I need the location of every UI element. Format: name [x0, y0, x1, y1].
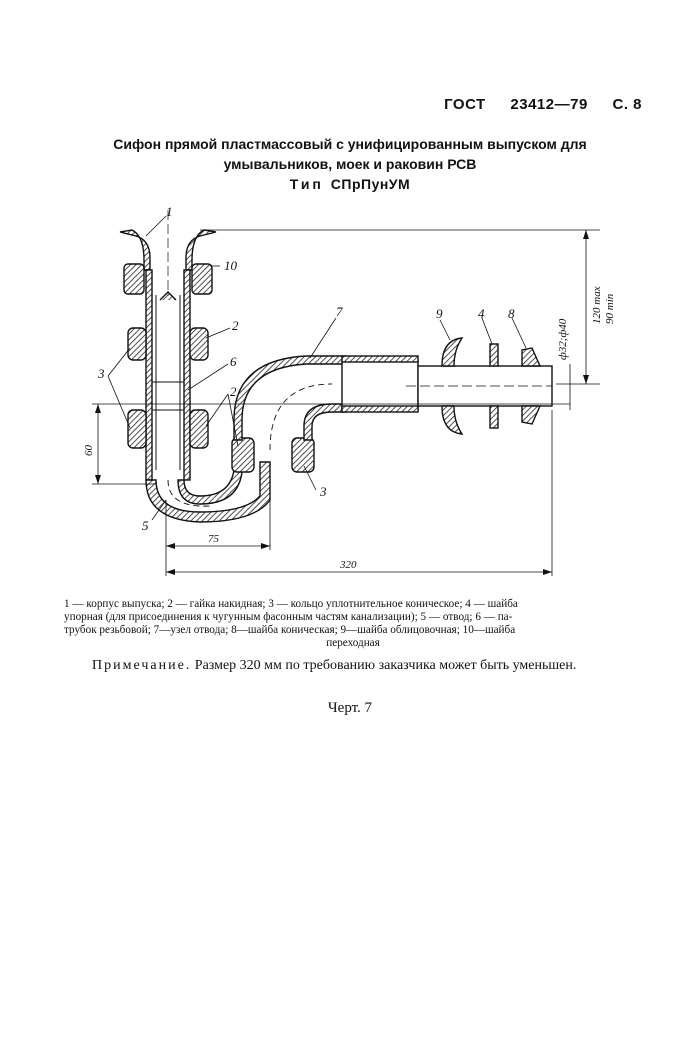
caption-line-3: трубок резьбовой; 7—узел отвода; 8—шайба коническая; 9—шайба облицовочная; 10—шайба	[64, 624, 516, 636]
note-text: Размер 320 мм по требованию заказчика может быть уменьшен.	[194, 658, 577, 673]
document-title	[0, 134, 700, 194]
callout-3-left: 3	[98, 366, 105, 381]
branch-assembly	[234, 356, 346, 440]
standard-label: ГОСТ	[444, 96, 486, 113]
figure-label: Черт. 7	[327, 700, 373, 716]
dim-height-max: 120 max	[591, 286, 603, 324]
legend-caption	[64, 598, 642, 650]
type-word: Тип	[289, 176, 324, 192]
caption-line-1: 1 — корпус выпуска; 2 — гайка накидная; 3 — кольцо уплотнительное коническое; 4 — шайба	[64, 598, 518, 610]
standard-number: 23412—79	[510, 96, 588, 113]
union-nut-upper	[128, 328, 208, 360]
callout-10: 10	[224, 258, 237, 273]
callout-9: 9	[436, 306, 443, 321]
type-code: СПрПунУМ	[330, 176, 411, 192]
dim-height-min: 90 min	[604, 293, 616, 324]
callout-5: 5	[142, 518, 149, 533]
note-label: Примечание.	[92, 658, 192, 673]
union-nut-lower	[128, 410, 208, 448]
callout-1: 1	[166, 204, 173, 219]
type-line	[0, 174, 700, 194]
callout-7: 7	[336, 304, 343, 319]
title-line-1: Сифон прямой пластмассовый с унифицированным выпуском для	[113, 136, 587, 152]
note-paragraph	[64, 656, 642, 675]
page-header	[424, 96, 642, 113]
callout-6: 6	[230, 354, 237, 369]
dim-offset-75: 75	[208, 533, 219, 545]
caption-line-4: переходная	[326, 637, 380, 649]
dim-diameter: ф32;ф40	[557, 318, 569, 360]
callout-2-upper: 2	[232, 318, 239, 333]
page-number: С. 8	[612, 96, 642, 113]
callout-3-right: 3	[320, 484, 327, 499]
caption-line-2: упорная (для присоединения к чугунным фасонным частям канализации); 5 — отвод; 6 — па-	[64, 611, 513, 623]
siphon-drawing	[70, 200, 630, 590]
callout-8: 8	[508, 306, 515, 321]
dim-vertical-60: 60	[83, 445, 95, 456]
title-line-2: умывальников, моек и раковин РСВ	[223, 156, 477, 172]
callout-2-lower: 2	[230, 384, 237, 399]
callout-4: 4	[478, 306, 485, 321]
sealing-ring-lower	[232, 438, 314, 472]
dim-overall-320: 320	[340, 559, 357, 571]
vertical-pipe	[146, 270, 190, 480]
